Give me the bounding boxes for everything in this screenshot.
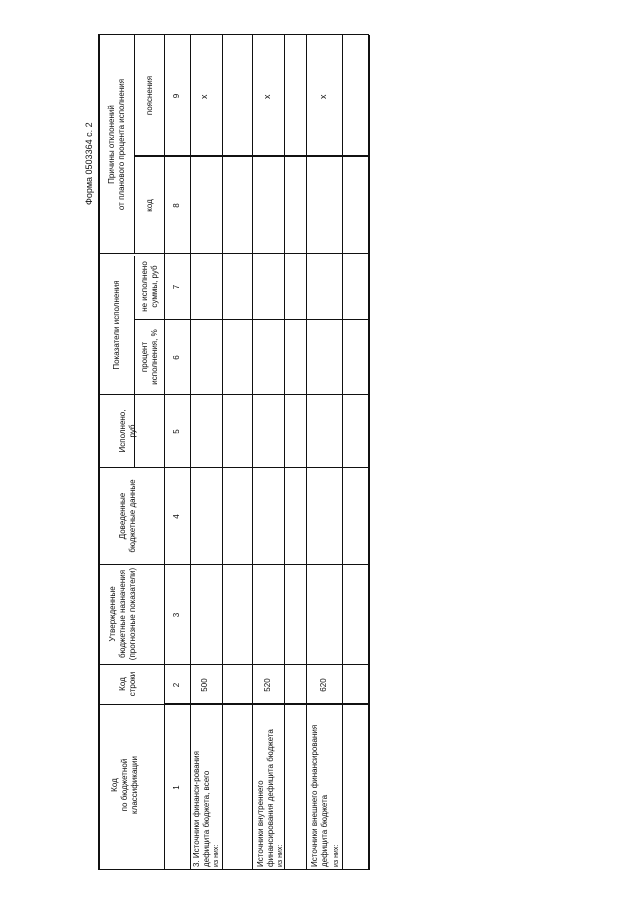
col-number: 4 <box>172 514 181 519</box>
col-divider <box>98 467 369 468</box>
table-right-border <box>98 34 369 35</box>
col-number: 8 <box>172 203 181 208</box>
header-pokaz: Показатели исполнения <box>112 280 121 370</box>
row-divider <box>306 35 307 870</box>
row-mark: x <box>199 94 209 99</box>
row-mark: x <box>318 94 328 99</box>
row-code: 620 <box>319 678 328 692</box>
col-divider <box>134 319 369 320</box>
col-divider <box>98 253 369 254</box>
row-code: 520 <box>263 678 272 692</box>
table-top-border <box>98 35 100 870</box>
form-label: Форма 0503364 с. 2 <box>84 122 94 205</box>
row-divider <box>284 35 285 870</box>
table-bottom-border <box>368 35 370 870</box>
col-number: 6 <box>172 355 181 360</box>
numbers-bottom-border <box>190 35 191 870</box>
row-divider <box>342 35 343 870</box>
col-number: 9 <box>172 93 181 99</box>
table-left-border <box>98 869 369 870</box>
col-number: 1 <box>172 785 181 790</box>
header-kod: код <box>145 199 154 212</box>
row-divider <box>252 35 253 870</box>
document-page: Форма 0503364 с. 2 Код по бюджетной классификации Код строки Утвержденные бюджетные назначения (прогнозные показатели) Доведенные бюджетные данные Исполнено, руб Показатели исполнения процент исполнения, % не исполнено суммы, руб Причины отклонений от планового процента исполнения код пояснения 1 2 3 4 5 6 7 8 9 3. Источники финанси-рования дефицита бюджета, всего из них: 500 x Источники внутреннего финансирования дефицита бюджета из них: 520 x Источники внешнего финансирования дефицита бюджета из них: 620 x <box>0 0 640 905</box>
col-number: 2 <box>172 682 181 688</box>
row-code: 500 <box>200 678 209 692</box>
header-bottom-border <box>164 35 165 870</box>
row-divider <box>222 35 223 870</box>
col-divider <box>98 564 369 565</box>
row-mark: x <box>262 94 272 99</box>
col-number: 5 <box>172 429 181 434</box>
prichiny-divider <box>134 35 135 254</box>
col-number: 3 <box>172 612 181 618</box>
header-poyasn: пояснения <box>145 75 154 116</box>
bold-border <box>164 155 369 157</box>
col-divider <box>98 394 369 395</box>
col-number: 7 <box>172 284 181 290</box>
